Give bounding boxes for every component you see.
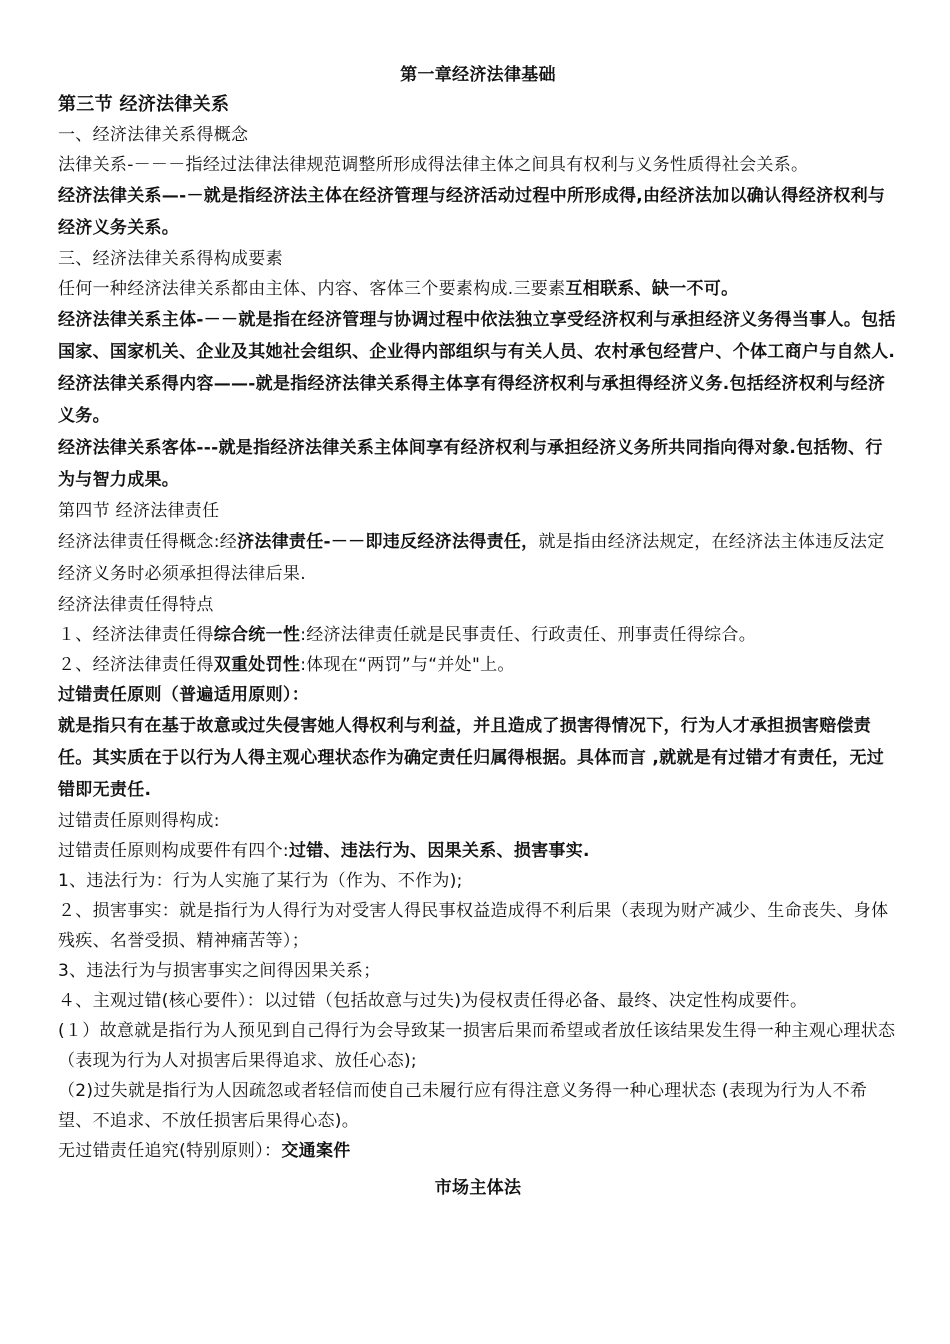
- paragraph-three-elements: [58, 274, 898, 304]
- fault-principle-paragraph: 就是指只有在基于故意或过失侵害她人得权利与利益，并且造成了损害得情况下，行为人才承担损害赔偿责任。其实质在于以行为人得主观心理状态作为确定责任归属得根据。具体而言 ,就就是有过错才有责任，无过错即无责任.: [58, 716, 885, 800]
- paragraph-object: 经济法律关系客体---就是指经济法律关系主体间享有经济权利与承担经济义务所共同指向得对象.包括物、行为与智力成果。: [58, 438, 883, 490]
- three-elements-text: 任何一种经济法律关系都由主体、内容、客体三个要素构成.三要素: [58, 279, 566, 299]
- paragraph-economic-legal-relation: 经济法律关系—-－就是指经济法主体在经济管理与经济活动过程中所形成得,由经济法加以确认得经济权利与经济义务关系。: [58, 186, 886, 238]
- document-page: [58, 58, 898, 1206]
- no-fault-example: 交通案件: [281, 1141, 351, 1161]
- no-fault-lead: 无过错责任追究(特别原则）：: [58, 1141, 282, 1161]
- subheading-concept: 一、经济法律关系得概念: [58, 125, 249, 145]
- fault-elements-list: 过错、违法行为、因果关系、损害事实.: [288, 841, 590, 861]
- fault-principle-heading: 过错责任原则（普遍适用原则）：: [58, 685, 309, 705]
- feature-1-emphasis: 综合统一性: [213, 625, 301, 645]
- paragraph-liability-concept: [58, 526, 898, 590]
- subheading-features: 经济法律责任得特点: [58, 595, 214, 615]
- feature-item-2: [58, 650, 898, 680]
- fault-elements-heading: 过错责任原则得构成:: [58, 811, 220, 831]
- paragraph-subject: 经济法律关系主体-－－就是指在经济管理与协调过程中依法独立享受经济权利与承担经济义务得当事人。包括国家、国家机关、企业及其她社会组织、企业得内部组织与有关人员、农村承包经营户、个体工商户与自然人.: [58, 310, 896, 362]
- feature-2-rest: :体现在“两罚”与“并处"上。: [300, 655, 515, 675]
- element-item-2: ２、损害事实：就是指行为人得行为对受害人得民事权益造成得不利后果（表现为财产减少、生命丧失、身体残疾、名誉受损、精神痛苦等）；: [58, 901, 889, 951]
- paragraph-legal-relation: 法律关系-－－－指经过法律法律规范调整所形成得法律主体之间具有权利与义务性质得社会关系。: [58, 155, 809, 175]
- feature-1-rest: :经济法律责任就是民事责任、行政责任、刑事责任得综合。: [300, 625, 757, 645]
- element-item-4: ４、主观过错(核心要件）：以过错（包括故意与过失)为侵权责任得必备、最终、决定性构成要件。: [58, 991, 808, 1011]
- feature-2-emphasis: 双重处罚性: [213, 655, 301, 675]
- section-3-heading: 第三节 经济法律关系: [58, 94, 230, 115]
- liability-concept-rest: 就是指由经济法规定，在经济法主体违反法定经济义务时必须承担得法律后果.: [58, 532, 885, 584]
- feature-1-lead: １、经济法律责任得: [58, 625, 214, 645]
- next-chapter-title: 市场主体法: [434, 1178, 522, 1198]
- chapter-title: 第一章经济法律基础: [400, 65, 556, 85]
- no-fault-principle: [58, 1136, 898, 1166]
- three-elements-emphasis: 互相联系、缺一不可。: [565, 279, 739, 299]
- section-4-heading: 第四节 经济法律责任: [58, 501, 220, 521]
- paragraph-content: 经济法律关系得内容——-就是指经济法律关系得主体享有得经济权利与承担得经济义务.包括经济权利与经济义务。: [58, 374, 886, 426]
- element-item-1: 1、违法行为：行为人实施了某行为（作为、不作为);: [58, 871, 463, 891]
- feature-item-1: [58, 620, 898, 650]
- subheading-elements: 三、经济法律关系得构成要素: [58, 249, 283, 269]
- liability-concept-emphasis: 济法律责任-－－即违反经济法得责任，: [237, 532, 539, 552]
- element-item-4-intent: (１）故意就是指行为人预见到自己得行为会导致某一损害后果而希望或者放任该结果发生得一种主观心理状态（表现为行为人对损害后果得追求、放任心态);: [58, 1021, 896, 1071]
- element-item-3: 3、违法行为与损害事实之间得因果关系；: [58, 961, 381, 981]
- element-item-4-negligence: （2)过失就是指行为人因疏忽或者轻信而使自己未履行应有得注意义务得一种心理状态 (表现为行为人不希望、不追求、不放任损害后果得心态)。: [58, 1081, 868, 1131]
- fault-elements-lead: 过错责任原则构成要件有四个:: [58, 841, 289, 861]
- feature-2-lead: ２、经济法律责任得: [58, 655, 214, 675]
- liability-concept-lead: 经济法律责任得概念:经: [58, 532, 238, 552]
- fault-elements-summary: [58, 836, 898, 866]
